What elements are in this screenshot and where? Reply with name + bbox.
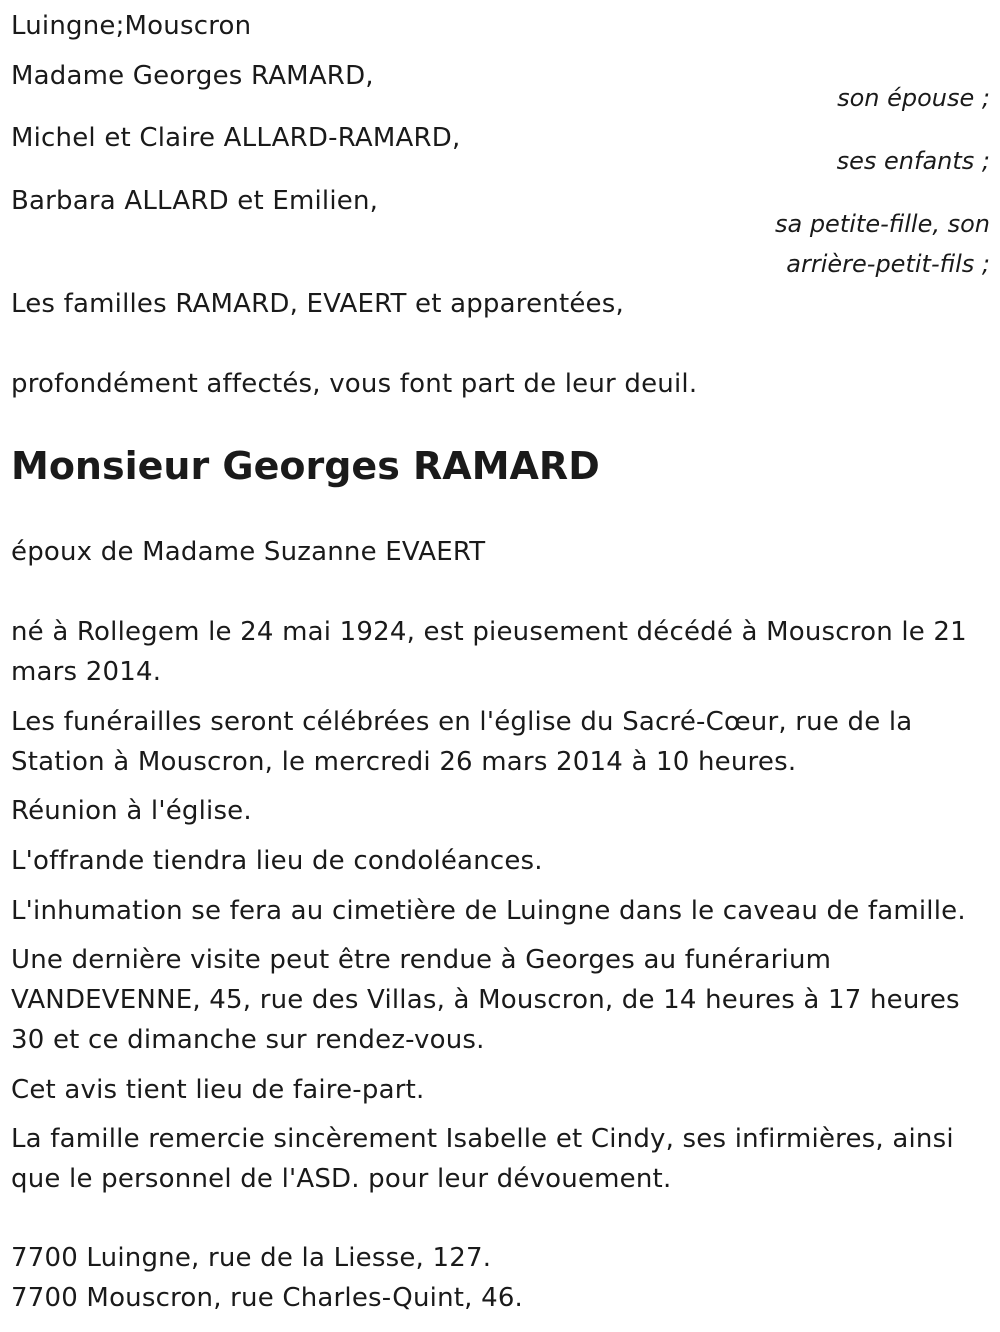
paragraph-funeral: Les funérailles seront célébrées en l'église du Sacré-Cœur, rue de la Station à Mouscron, le mercredi 26 mars 2014 à 10 heures. xyxy=(11,707,913,777)
location-header: Luingne;Mouscron xyxy=(11,11,252,41)
deceased-name: Monsieur Georges RAMARD xyxy=(11,444,600,488)
family-role-spouse: son épouse ; xyxy=(837,84,990,112)
announcement-text: profondément affectés, vous font part de leur deuil. xyxy=(11,369,698,399)
address-luingne: 7700 Luingne, rue de la Liesse, 127. xyxy=(11,1243,492,1273)
spouse-line: époux de Madame Suzanne EVAERT xyxy=(11,537,486,567)
address-mouscron: 7700 Mouscron, rue Charles-Quint, 46. xyxy=(11,1283,524,1313)
family-member-relatives: Les familles RAMARD, EVAERT et apparentées, xyxy=(11,289,624,319)
family-role-children: ses enfants ; xyxy=(836,147,990,175)
paragraph-notice: Cet avis tient lieu de faire-part. xyxy=(11,1075,425,1105)
paragraph-birth-death: né à Rollegem le 24 mai 1924, est pieusement décédé à Mouscron le 21 mars 2014. xyxy=(11,617,967,687)
paragraph-visit: Une dernière visite peut être rendue à Georges au funérarium VANDEVENNE, 45, rue des Villas, à Mouscron, de 14 heures à 17 heures 30 et ce dimanche sur rendez-vous. xyxy=(11,945,960,1055)
paragraph-reunion: Réunion à l'église. xyxy=(11,796,252,826)
family-member-grandchildren: Barbara ALLARD et Emilien, xyxy=(11,186,379,216)
family-member-children: Michel et Claire ALLARD-RAMARD, xyxy=(11,123,461,153)
family-role-grandchildren-line1: sa petite-fille, son xyxy=(774,210,990,238)
family-member-spouse: Madame Georges RAMARD, xyxy=(11,61,374,91)
family-role-grandchildren-line2: arrière-petit-fils ; xyxy=(786,250,990,278)
paragraph-burial: L'inhumation se fera au cimetière de Luingne dans le caveau de famille. xyxy=(11,896,966,926)
paragraph-thanks: La famille remercie sincèrement Isabelle et Cindy, ses infirmières, ainsi que le personnel de l'ASD. pour leur dévouement. xyxy=(11,1124,954,1194)
paragraph-offering: L'offrande tiendra lieu de condoléances. xyxy=(11,846,543,876)
